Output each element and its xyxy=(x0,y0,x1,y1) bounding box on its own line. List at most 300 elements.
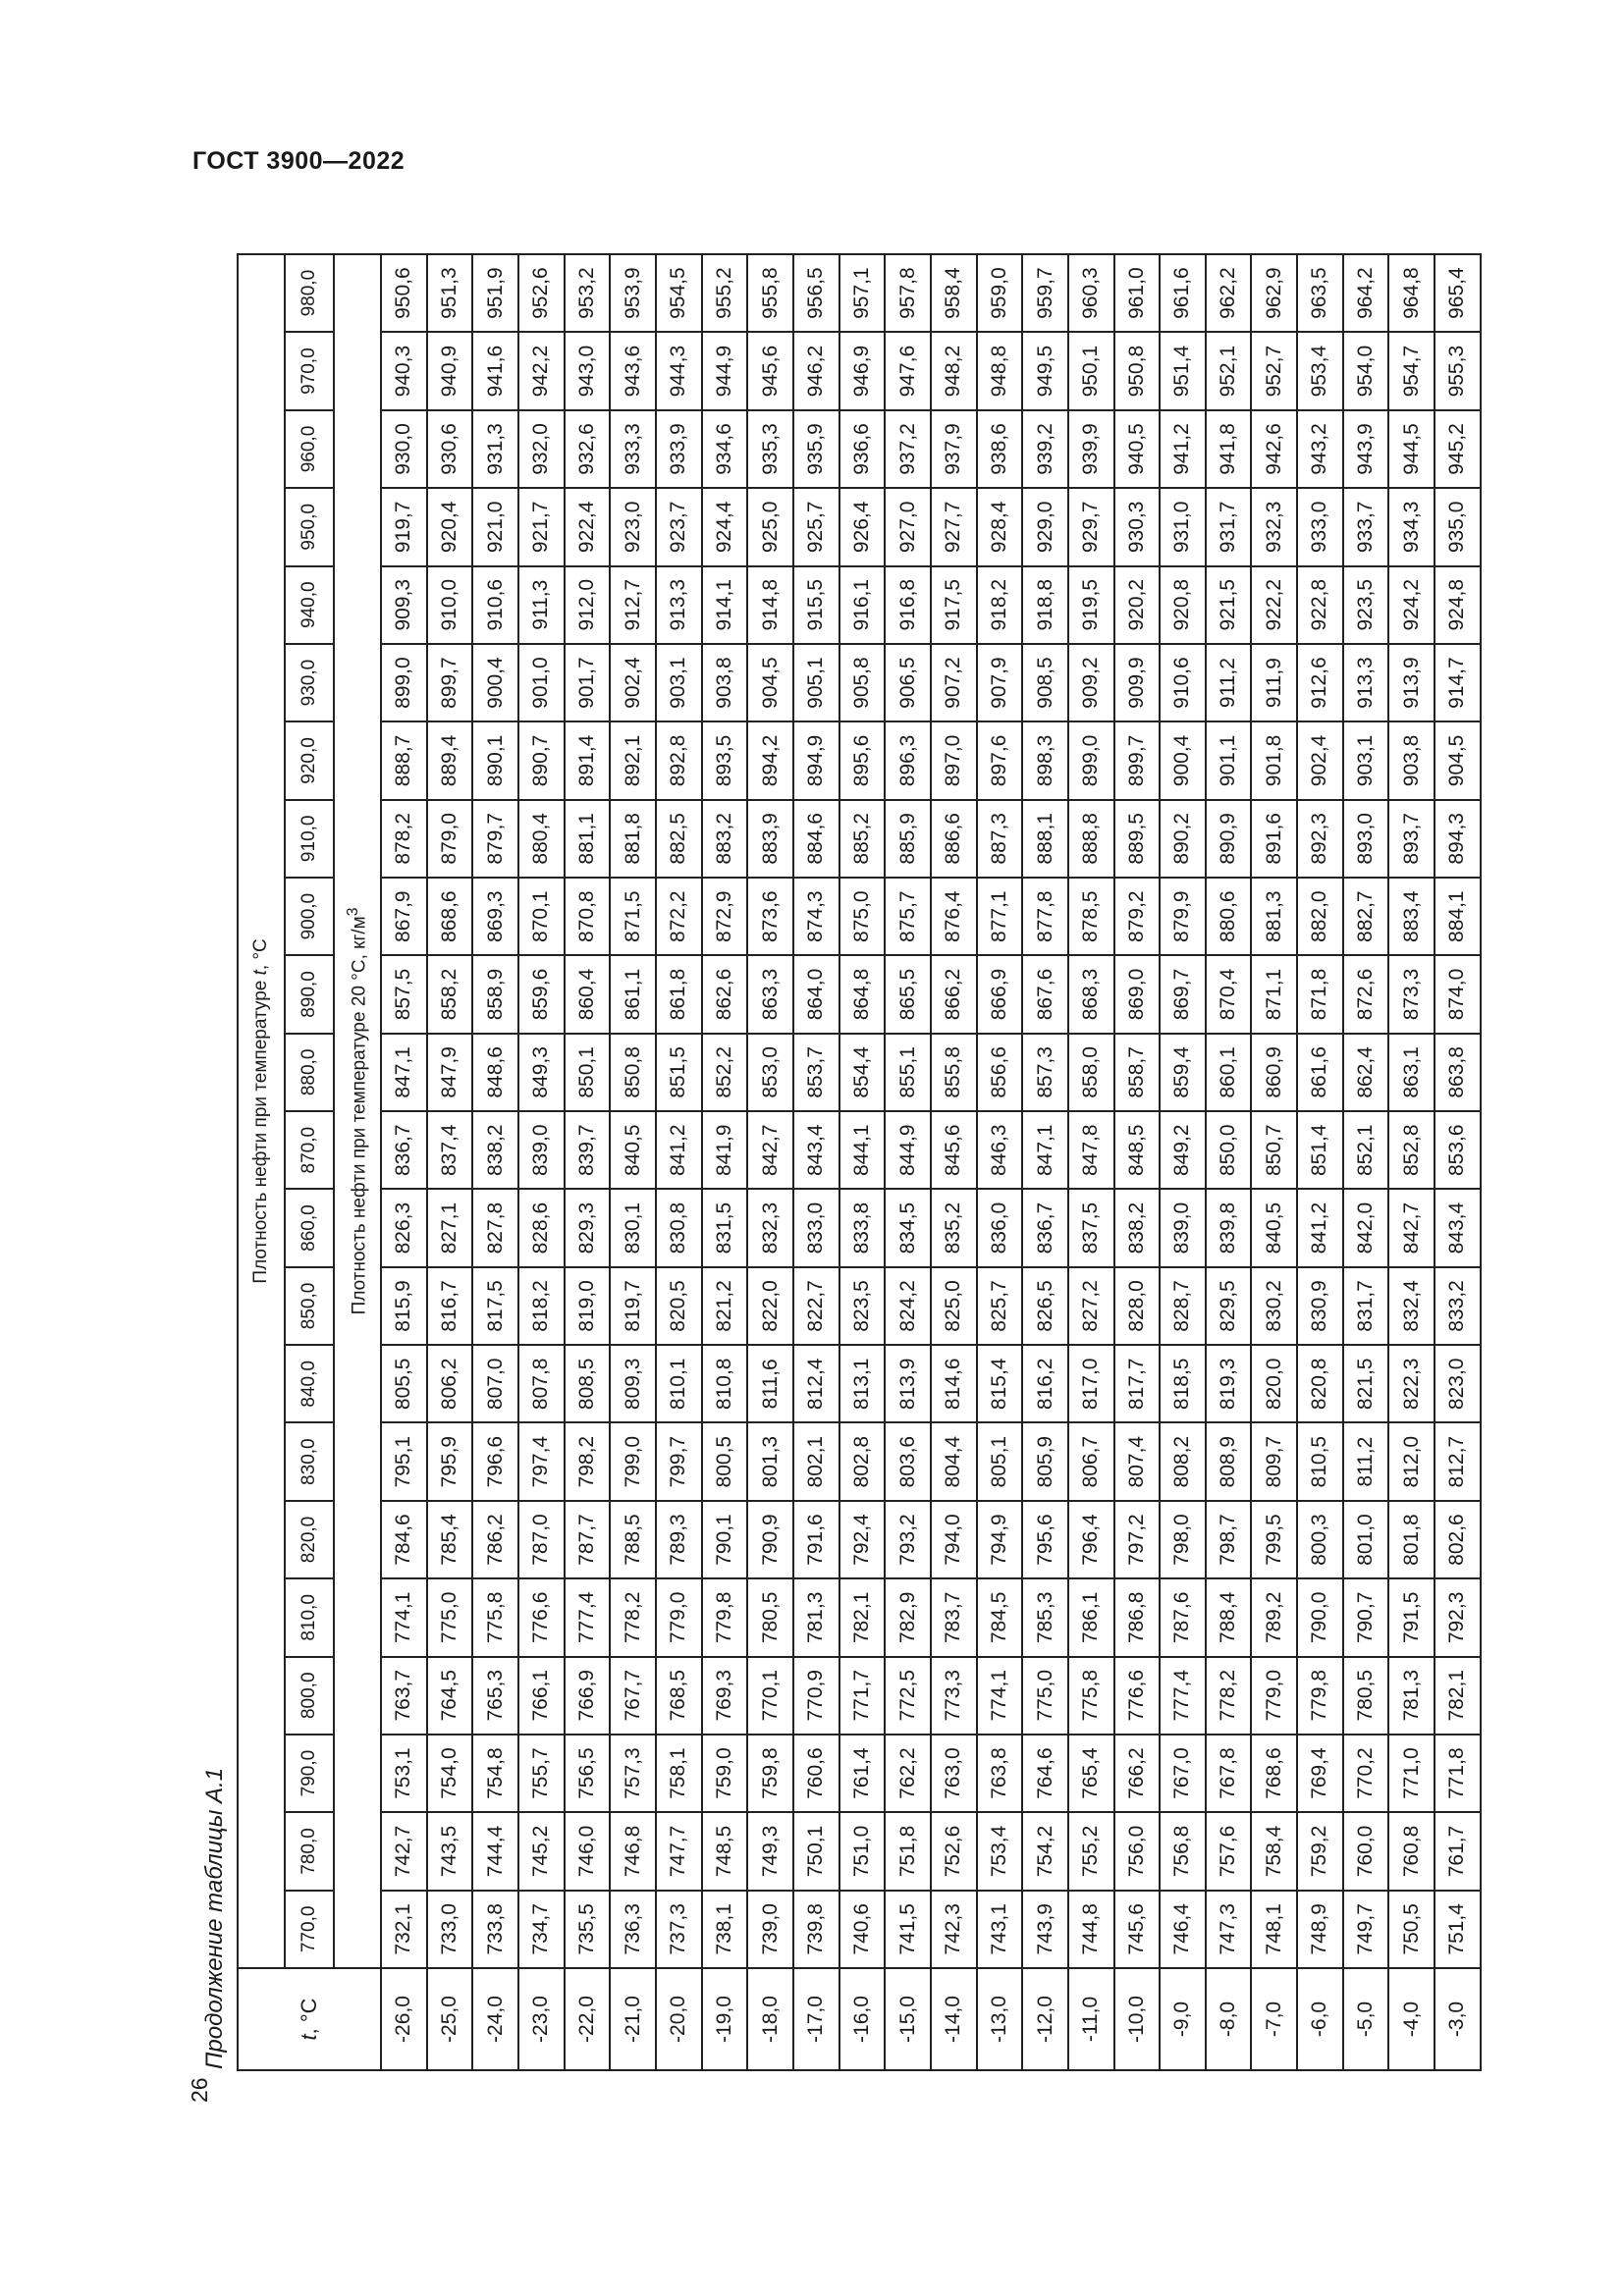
table-cell: 867,6 xyxy=(1022,955,1068,1033)
table-cell: 880,6 xyxy=(1206,878,1252,955)
table-cell: 827,2 xyxy=(1068,1267,1114,1345)
table-cell: 849,2 xyxy=(1160,1111,1206,1189)
table-cell: 840,5 xyxy=(1251,1189,1297,1266)
table-cell: 785,3 xyxy=(1022,1578,1068,1656)
column-header-row xyxy=(285,254,334,2070)
header-density-at-t xyxy=(238,254,285,1968)
table-cell: 920,4 xyxy=(427,488,473,565)
table-cell: 767,8 xyxy=(1206,1735,1252,1812)
table-cell: 833,8 xyxy=(839,1189,886,1266)
row-temperature: -15,0 xyxy=(885,1968,931,2070)
table-cell: 828,0 xyxy=(1114,1267,1161,1345)
table-cell: 819,0 xyxy=(565,1267,611,1345)
table-cell: 871,1 xyxy=(1251,955,1297,1033)
table-cell: 932,0 xyxy=(518,410,565,488)
table-row xyxy=(427,254,473,2070)
table-cell: 815,4 xyxy=(977,1345,1023,1422)
table-row xyxy=(656,254,702,2070)
table-cell: 892,8 xyxy=(656,721,702,799)
table-cell: 748,1 xyxy=(1251,1891,1297,1968)
table-cell: 796,4 xyxy=(1068,1501,1114,1578)
table-cell: 890,2 xyxy=(1160,800,1206,878)
table-cell: 734,7 xyxy=(518,1891,565,1968)
column-header: 860,0 xyxy=(285,1189,334,1266)
table-cell: 852,8 xyxy=(1388,1111,1435,1189)
table-cell: 935,3 xyxy=(747,410,793,488)
table-cell: 759,0 xyxy=(702,1735,748,1812)
table-cell: 956,5 xyxy=(793,254,839,333)
table-cell: 848,6 xyxy=(472,1034,518,1111)
table-cell: 937,9 xyxy=(931,410,977,488)
table-cell: 851,4 xyxy=(1297,1111,1343,1189)
table-body xyxy=(381,254,1481,2070)
table-cell: 842,7 xyxy=(1388,1189,1435,1266)
table-cell: 770,2 xyxy=(1343,1735,1389,1812)
table-cell: 935,9 xyxy=(793,410,839,488)
table-cell: 943,2 xyxy=(1297,410,1343,488)
table-cell: 751,0 xyxy=(839,1812,886,1890)
table-cell: 754,2 xyxy=(1022,1812,1068,1890)
table-cell: 880,4 xyxy=(518,800,565,878)
table-cell: 909,3 xyxy=(381,566,427,644)
table-cell: 732,1 xyxy=(381,1891,427,1968)
table-cell: 773,3 xyxy=(931,1657,977,1735)
table-cell: 741,5 xyxy=(885,1891,931,1968)
table-cell: 828,6 xyxy=(518,1189,565,1266)
column-header: 920,0 xyxy=(285,721,334,799)
table-cell: 821,2 xyxy=(702,1267,748,1345)
table-cell: 756,0 xyxy=(1114,1812,1161,1890)
table-cell: 863,3 xyxy=(747,955,793,1033)
table-cell: 873,3 xyxy=(1388,955,1435,1033)
table-cell: 867,9 xyxy=(381,878,427,955)
table-cell: 747,3 xyxy=(1206,1891,1252,1968)
table-cell: 878,2 xyxy=(381,800,427,878)
table-cell: 875,7 xyxy=(885,878,931,955)
table-cell: 836,7 xyxy=(1022,1189,1068,1266)
table-cell: 940,9 xyxy=(427,332,473,409)
table-cell: 817,0 xyxy=(1068,1345,1114,1422)
table-row xyxy=(885,254,931,2070)
table-cell: 843,4 xyxy=(1435,1189,1481,1266)
table-cell: 801,3 xyxy=(747,1422,793,1500)
table-cell: 775,8 xyxy=(1068,1657,1114,1735)
table-cell: 840,5 xyxy=(610,1111,656,1189)
table-cell: 938,6 xyxy=(977,410,1023,488)
table-cell: 779,8 xyxy=(702,1578,748,1656)
table-cell: 914,8 xyxy=(747,566,793,644)
table-cell: 957,1 xyxy=(839,254,886,333)
table-cell: 808,5 xyxy=(565,1345,611,1422)
table-cell: 776,6 xyxy=(518,1578,565,1656)
table-cell: 824,2 xyxy=(885,1267,931,1345)
table-cell: 860,1 xyxy=(1206,1034,1252,1111)
table-cell: 893,0 xyxy=(1343,800,1389,878)
row-temperature: -8,0 xyxy=(1206,1968,1252,2070)
table-cell: 788,5 xyxy=(610,1501,656,1578)
table-cell: 838,2 xyxy=(472,1111,518,1189)
table-cell: 891,4 xyxy=(565,721,611,799)
column-header: 840,0 xyxy=(285,1345,334,1422)
table-cell: 944,5 xyxy=(1388,410,1435,488)
table-cell: 784,6 xyxy=(381,1501,427,1578)
table-cell: 862,6 xyxy=(702,955,748,1033)
table-cell: 811,6 xyxy=(747,1345,793,1422)
table-cell: 952,1 xyxy=(1206,332,1252,409)
table-cell: 964,2 xyxy=(1343,254,1389,333)
table-cell: 736,3 xyxy=(610,1891,656,1968)
table-cell: 735,5 xyxy=(565,1891,611,1968)
table-cell: 954,0 xyxy=(1343,332,1389,409)
table-cell: 960,3 xyxy=(1068,254,1114,333)
table-cell: 897,6 xyxy=(977,721,1023,799)
table-cell: 861,8 xyxy=(656,955,702,1033)
column-header: 900,0 xyxy=(285,878,334,955)
table-cell: 833,0 xyxy=(793,1189,839,1266)
table-cell: 755,2 xyxy=(1068,1812,1114,1890)
table-cell: 787,6 xyxy=(1160,1578,1206,1656)
table-cell: 964,8 xyxy=(1388,254,1435,333)
table-cell: 782,1 xyxy=(839,1578,886,1656)
table-cell: 827,1 xyxy=(427,1189,473,1266)
table-cell: 798,0 xyxy=(1160,1501,1206,1578)
table-row xyxy=(702,254,748,2070)
table-cell: 839,0 xyxy=(518,1111,565,1189)
table-cell: 813,9 xyxy=(885,1345,931,1422)
table-cell: 878,5 xyxy=(1068,878,1114,955)
table-cell: 758,4 xyxy=(1251,1812,1297,1890)
table-cell: 781,3 xyxy=(793,1578,839,1656)
table-cell: 795,6 xyxy=(1022,1501,1068,1578)
row-temperature: -7,0 xyxy=(1251,1968,1297,2070)
table-cell: 855,1 xyxy=(885,1034,931,1111)
table-cell: 841,2 xyxy=(1297,1189,1343,1266)
table-cell: 749,3 xyxy=(747,1812,793,1890)
table-cell: 743,5 xyxy=(427,1812,473,1890)
table-cell: 895,6 xyxy=(839,721,886,799)
table-cell: 817,7 xyxy=(1114,1345,1161,1422)
table-cell: 812,0 xyxy=(1388,1422,1435,1500)
table-cell: 916,1 xyxy=(839,566,886,644)
table-cell: 900,4 xyxy=(1160,721,1206,799)
table-row xyxy=(747,254,793,2070)
table-cell: 911,3 xyxy=(518,566,565,644)
table-row xyxy=(565,254,611,2070)
table-cell: 829,5 xyxy=(1206,1267,1252,1345)
table-cell: 921,5 xyxy=(1206,566,1252,644)
table-cell: 911,9 xyxy=(1251,644,1297,721)
table-cell: 775,0 xyxy=(427,1578,473,1656)
table-cell: 941,6 xyxy=(472,332,518,409)
column-header: 870,0 xyxy=(285,1111,334,1189)
row-temperature: -13,0 xyxy=(977,1968,1023,2070)
table-cell: 931,3 xyxy=(472,410,518,488)
table-cell: 940,3 xyxy=(381,332,427,409)
table-cell: 925,0 xyxy=(747,488,793,565)
row-temperature: -22,0 xyxy=(565,1968,611,2070)
table-cell: 806,2 xyxy=(427,1345,473,1422)
table-cell: 858,0 xyxy=(1068,1034,1114,1111)
table-cell: 744,8 xyxy=(1068,1891,1114,1968)
table-cell: 948,8 xyxy=(977,332,1023,409)
table-cell: 903,8 xyxy=(702,644,748,721)
table-cell: 757,6 xyxy=(1206,1812,1252,1890)
table-cell: 951,3 xyxy=(427,254,473,333)
row-temperature: -16,0 xyxy=(839,1968,886,2070)
table-cell: 850,1 xyxy=(565,1034,611,1111)
table-cell: 842,0 xyxy=(1343,1189,1389,1266)
table-cell: 825,0 xyxy=(931,1267,977,1345)
table-cell: 908,5 xyxy=(1022,644,1068,721)
table-cell: 816,7 xyxy=(427,1267,473,1345)
column-header: 930,0 xyxy=(285,644,334,721)
table-cell: 913,9 xyxy=(1388,644,1435,721)
table-cell: 738,1 xyxy=(702,1891,748,1968)
table-cell: 830,1 xyxy=(610,1189,656,1266)
table-cell: 835,2 xyxy=(931,1189,977,1266)
table-cell: 881,3 xyxy=(1251,878,1297,955)
table-cell: 961,6 xyxy=(1160,254,1206,333)
table-cell: 757,3 xyxy=(610,1735,656,1812)
table-cell: 913,3 xyxy=(656,566,702,644)
table-cell: 761,7 xyxy=(1435,1812,1481,1890)
table-cell: 847,9 xyxy=(427,1034,473,1111)
table-cell: 868,6 xyxy=(427,878,473,955)
column-header: 910,0 xyxy=(285,800,334,878)
rotated-table-area xyxy=(193,255,1480,2071)
table-cell: 837,5 xyxy=(1068,1189,1114,1266)
table-cell: 874,3 xyxy=(793,878,839,955)
table-cell: 798,2 xyxy=(565,1422,611,1500)
table-cell: 870,4 xyxy=(1206,955,1252,1033)
header-sub-sup: 3 xyxy=(344,907,361,917)
table-cell: 802,6 xyxy=(1435,1501,1481,1578)
table-cell: 797,2 xyxy=(1114,1501,1161,1578)
table-cell: 803,6 xyxy=(885,1422,931,1500)
table-cell: 882,0 xyxy=(1297,878,1343,955)
table-cell: 792,4 xyxy=(839,1501,886,1578)
table-cell: 907,9 xyxy=(977,644,1023,721)
table-cell: 929,0 xyxy=(1022,488,1068,565)
table-cell: 886,6 xyxy=(931,800,977,878)
table-cell: 850,0 xyxy=(1206,1111,1252,1189)
table-cell: 868,3 xyxy=(1068,955,1114,1033)
table-cell: 888,1 xyxy=(1022,800,1068,878)
table-cell: 779,0 xyxy=(656,1578,702,1656)
table-cell: 955,8 xyxy=(747,254,793,333)
table-cell: 799,7 xyxy=(656,1422,702,1500)
table-cell: 775,0 xyxy=(1022,1657,1068,1735)
table-cell: 875,0 xyxy=(839,878,886,955)
table-cell: 830,2 xyxy=(1251,1267,1297,1345)
header-top-unit: , °C xyxy=(250,938,271,971)
table-cell: 962,2 xyxy=(1206,254,1252,333)
table-cell: 889,5 xyxy=(1114,800,1161,878)
table-cell: 785,4 xyxy=(427,1501,473,1578)
table-cell: 903,1 xyxy=(1343,721,1389,799)
table-cell: 798,7 xyxy=(1206,1501,1252,1578)
table-cell: 927,0 xyxy=(885,488,931,565)
table-cell: 777,4 xyxy=(1160,1657,1206,1735)
table-cell: 751,8 xyxy=(885,1812,931,1890)
table-cell: 903,8 xyxy=(1388,721,1435,799)
table-cell: 779,0 xyxy=(1251,1657,1297,1735)
table-cell: 927,7 xyxy=(931,488,977,565)
table-cell: 754,8 xyxy=(472,1735,518,1812)
row-temperature: -11,0 xyxy=(1068,1968,1114,2070)
table-cell: 909,9 xyxy=(1114,644,1161,721)
table-cell: 883,2 xyxy=(702,800,748,878)
table-cell: 743,1 xyxy=(977,1891,1023,1968)
table-cell: 928,4 xyxy=(977,488,1023,565)
table-cell: 775,8 xyxy=(472,1578,518,1656)
table-cell: 771,8 xyxy=(1435,1735,1481,1812)
table-cell: 866,9 xyxy=(977,955,1023,1033)
table-cell: 809,7 xyxy=(1251,1422,1297,1500)
table-cell: 816,2 xyxy=(1022,1345,1068,1422)
table-cell: 855,8 xyxy=(931,1034,977,1111)
table-cell: 763,8 xyxy=(977,1735,1023,1812)
table-cell: 953,2 xyxy=(565,254,611,333)
table-cell: 833,2 xyxy=(1435,1267,1481,1345)
table-cell: 872,9 xyxy=(702,878,748,955)
table-cell: 879,0 xyxy=(427,800,473,878)
table-cell: 853,6 xyxy=(1435,1111,1481,1189)
table-cell: 786,1 xyxy=(1068,1578,1114,1656)
table-cell: 876,4 xyxy=(931,878,977,955)
table-cell: 894,9 xyxy=(793,721,839,799)
table-cell: 904,5 xyxy=(747,644,793,721)
table-cell: 805,5 xyxy=(381,1345,427,1422)
table-cell: 788,4 xyxy=(1206,1578,1252,1656)
table-cell: 844,9 xyxy=(885,1111,931,1189)
table-cell: 814,6 xyxy=(931,1345,977,1422)
table-cell: 754,0 xyxy=(427,1735,473,1812)
header-top-text: Плотность нефти при температуре xyxy=(250,975,271,1284)
table-cell: 850,7 xyxy=(1251,1111,1297,1189)
table-cell: 819,7 xyxy=(610,1267,656,1345)
table-cell: 751,4 xyxy=(1435,1891,1481,1968)
table-cell: 901,0 xyxy=(518,644,565,721)
table-cell: 837,4 xyxy=(427,1111,473,1189)
table-cell: 892,1 xyxy=(610,721,656,799)
table-cell: 930,3 xyxy=(1114,488,1161,565)
row-temperature: -21,0 xyxy=(610,1968,656,2070)
table-cell: 946,9 xyxy=(839,332,886,409)
table-cell: 925,7 xyxy=(793,488,839,565)
table-cell: 924,4 xyxy=(702,488,748,565)
table-cell: 854,4 xyxy=(839,1034,886,1111)
column-header: 970,0 xyxy=(285,332,334,409)
table-cell: 801,0 xyxy=(1343,1501,1389,1578)
column-header: 820,0 xyxy=(285,1501,334,1578)
table-cell: 957,8 xyxy=(885,254,931,333)
row-temperature: -26,0 xyxy=(381,1968,427,2070)
column-header: 790,0 xyxy=(285,1735,334,1812)
table-cell: 820,0 xyxy=(1251,1345,1297,1422)
table-cell: 832,4 xyxy=(1388,1267,1435,1345)
table-cell: 899,0 xyxy=(1068,721,1114,799)
table-cell: 864,8 xyxy=(839,955,886,1033)
table-cell: 808,2 xyxy=(1160,1422,1206,1500)
table-row xyxy=(518,254,565,2070)
table-cell: 756,8 xyxy=(1160,1812,1206,1890)
table-cell: 922,2 xyxy=(1251,566,1297,644)
column-header: 850,0 xyxy=(285,1267,334,1345)
table-cell: 888,8 xyxy=(1068,800,1114,878)
table-cell: 959,0 xyxy=(977,254,1023,333)
table-cell: 794,0 xyxy=(931,1501,977,1578)
table-cell: 747,7 xyxy=(656,1812,702,1890)
table-cell: 888,7 xyxy=(381,721,427,799)
table-cell: 869,3 xyxy=(472,878,518,955)
table-cell: 780,5 xyxy=(747,1578,793,1656)
table-cell: 890,1 xyxy=(472,721,518,799)
table-cell: 924,8 xyxy=(1435,566,1481,644)
table-cell: 899,7 xyxy=(427,644,473,721)
table-cell: 859,6 xyxy=(518,955,565,1033)
table-cell: 883,4 xyxy=(1388,878,1435,955)
column-header: 980,0 xyxy=(285,254,334,333)
table-cell: 830,8 xyxy=(656,1189,702,1266)
table-cell: 874,0 xyxy=(1435,955,1481,1033)
table-cell: 924,2 xyxy=(1388,566,1435,644)
table-cell: 863,8 xyxy=(1435,1034,1481,1111)
table-cell: 866,2 xyxy=(931,955,977,1033)
table-cell: 860,9 xyxy=(1251,1034,1297,1111)
table-row xyxy=(1343,254,1389,2070)
table-cell: 745,2 xyxy=(518,1812,565,1890)
table-cell: 872,2 xyxy=(656,878,702,955)
table-cell: 910,0 xyxy=(427,566,473,644)
table-cell: 810,1 xyxy=(656,1345,702,1422)
table-cell: 771,7 xyxy=(839,1657,886,1735)
table-cell: 787,0 xyxy=(518,1501,565,1578)
column-header: 770,0 xyxy=(285,1891,334,1968)
table-cell: 822,3 xyxy=(1388,1345,1435,1422)
table-cell: 762,2 xyxy=(885,1735,931,1812)
table-cell: 807,4 xyxy=(1114,1422,1161,1500)
page-number: 26 xyxy=(187,2077,212,2103)
table-cell: 841,2 xyxy=(656,1111,702,1189)
table-cell: 914,1 xyxy=(702,566,748,644)
table-cell: 858,7 xyxy=(1114,1034,1161,1111)
table-cell: 764,6 xyxy=(1022,1735,1068,1812)
row-temperature: -19,0 xyxy=(702,1968,748,2070)
table-cell: 763,7 xyxy=(381,1657,427,1735)
table-cell: 885,9 xyxy=(885,800,931,878)
table-cell: 900,4 xyxy=(472,644,518,721)
table-cell: 923,5 xyxy=(1343,566,1389,644)
table-cell: 765,3 xyxy=(472,1657,518,1735)
table-cell: 799,0 xyxy=(610,1422,656,1500)
table-cell: 948,2 xyxy=(931,332,977,409)
table-cell: 891,6 xyxy=(1251,800,1297,878)
table-cell: 922,4 xyxy=(565,488,611,565)
table-cell: 828,7 xyxy=(1160,1267,1206,1345)
table-cell: 920,2 xyxy=(1114,566,1161,644)
table-cell: 739,8 xyxy=(793,1891,839,1968)
table-cell: 893,5 xyxy=(702,721,748,799)
table-cell: 944,3 xyxy=(656,332,702,409)
table-cell: 832,3 xyxy=(747,1189,793,1266)
table-cell: 852,1 xyxy=(1343,1111,1389,1189)
table-cell: 902,4 xyxy=(1297,721,1343,799)
table-cell: 743,9 xyxy=(1022,1891,1068,1968)
row-temperature: -14,0 xyxy=(931,1968,977,2070)
table-cell: 839,7 xyxy=(565,1111,611,1189)
table-cell: 859,4 xyxy=(1160,1034,1206,1111)
